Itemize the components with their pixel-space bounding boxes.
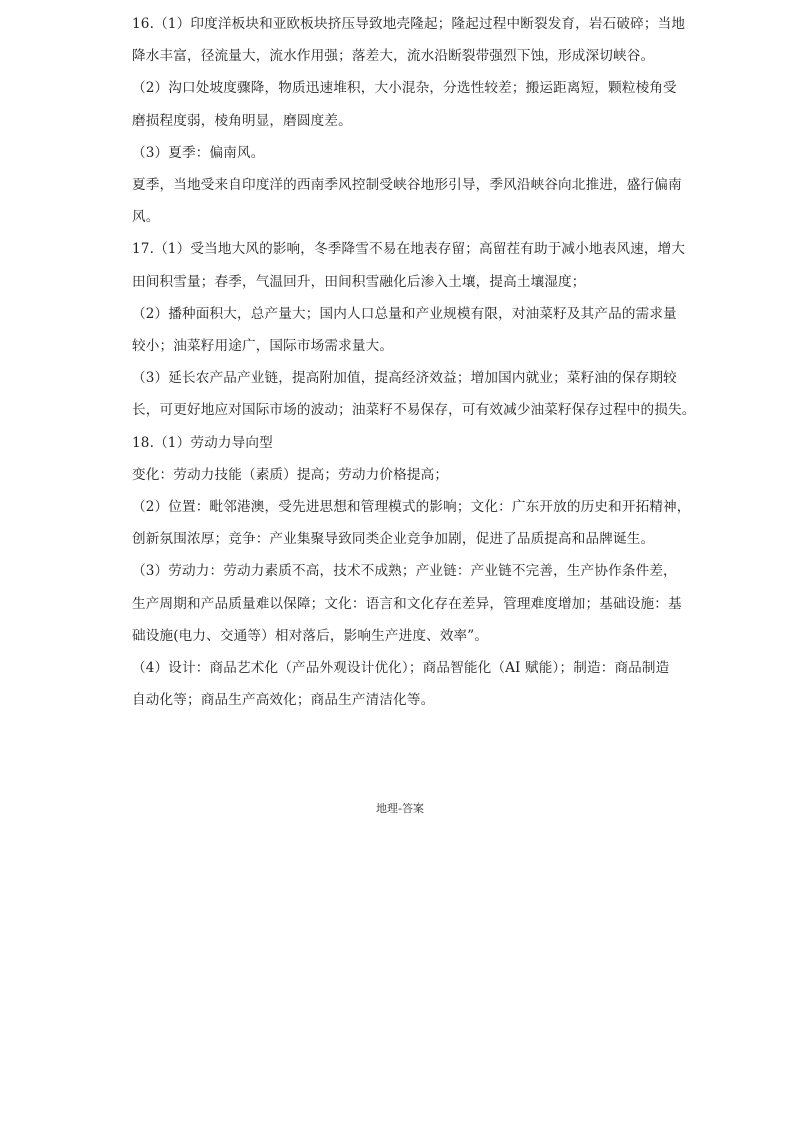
answer-line: 础设施(电力、交通等）相对落后，影响生产进度、效率”。 — [132, 627, 489, 644]
answer-line: （2）播种面积大，总产量大；国内人口总量和产业规模有限，对油菜籽及其产品的需求量 — [132, 305, 677, 322]
answer-line: 创新氛围浓厚；竞争：产业集聚导致同类企业竞争加剧，促进了品质提高和品牌诞生。 — [132, 531, 655, 548]
answer-line: 18.（1）劳动力导向型 — [132, 434, 273, 451]
answer-line: （3）延长农产品产业链，提高附加值，提高经济效益；增加国内就业；菜籽油的保存期较 — [132, 370, 677, 387]
answer-line: 较小；油菜籽用途广，国际市场需求量大。 — [132, 338, 394, 355]
answer-line: （3）劳动力：劳动力素质不高，技术不成熟；产业链：产业链不完善，生产协作条件差， — [132, 563, 677, 580]
answer-line: 自动化等；商品生产高效化；商品生产清洁化等。 — [132, 692, 435, 709]
answer-line: 夏季，当地受来自印度洋的西南季风控制受峡谷地形引导，季风沿峡谷向北推进，盛行偏南 — [132, 177, 682, 194]
answer-line: 16.（1）印度洋板块和亚欧板块挤压导致地壳隆起；隆起过程中断裂发育，岩石破碎；当地 — [132, 16, 686, 32]
page-footer: 地理-答案 — [376, 802, 424, 815]
answer-line: 长，可更好地应对国际市场的波动；油菜籽不易保存，可有效减少油菜籽保存过程中的损失。 — [132, 402, 696, 419]
answer-line: （3）夏季：偏南风。 — [132, 144, 265, 161]
answer-line: （2）沟口处坡度骤降，物质迅速堆积，大小混杂，分选性较差；搬运距离短，颗粒棱角受 — [132, 80, 677, 97]
answer-line: 风。 — [132, 209, 160, 226]
answer-line: 田间积雪量；春季，气温回升，田间积雪融化后渗入土壤，提高土壤湿度； — [132, 273, 586, 290]
answer-line: 17.（1）受当地大风的影响，冬季降雪不易在地表存留；高留茬有助于减小地表风速，增大 — [132, 241, 686, 258]
answer-line: 磨损程度弱，棱角明显，磨圆度差。 — [132, 112, 352, 129]
answer-line: 变化：劳动力技能（素质）提高；劳动力价格提高； — [132, 466, 449, 483]
answer-text-block — [132, 8, 696, 716]
answer-line: 降水丰富，径流量大，流水作用强；落差大，流水沿断裂带强烈下蚀，形成深切峡谷。 — [132, 48, 655, 65]
answer-line: （2）位置：毗邻港澳，受先进思想和管理模式的影响；文化：广东开放的历史和开拓精神， — [132, 499, 691, 516]
answer-line: （4）设计：商品艺术化（产品外观设计优化）；商品智能化（AI 赋能）；制造：商品制造 — [132, 660, 670, 677]
answer-line: 生产周期和产品质量难以保障；文化：语言和文化存在差异，管理难度增加；基础设施：基 — [132, 595, 682, 612]
